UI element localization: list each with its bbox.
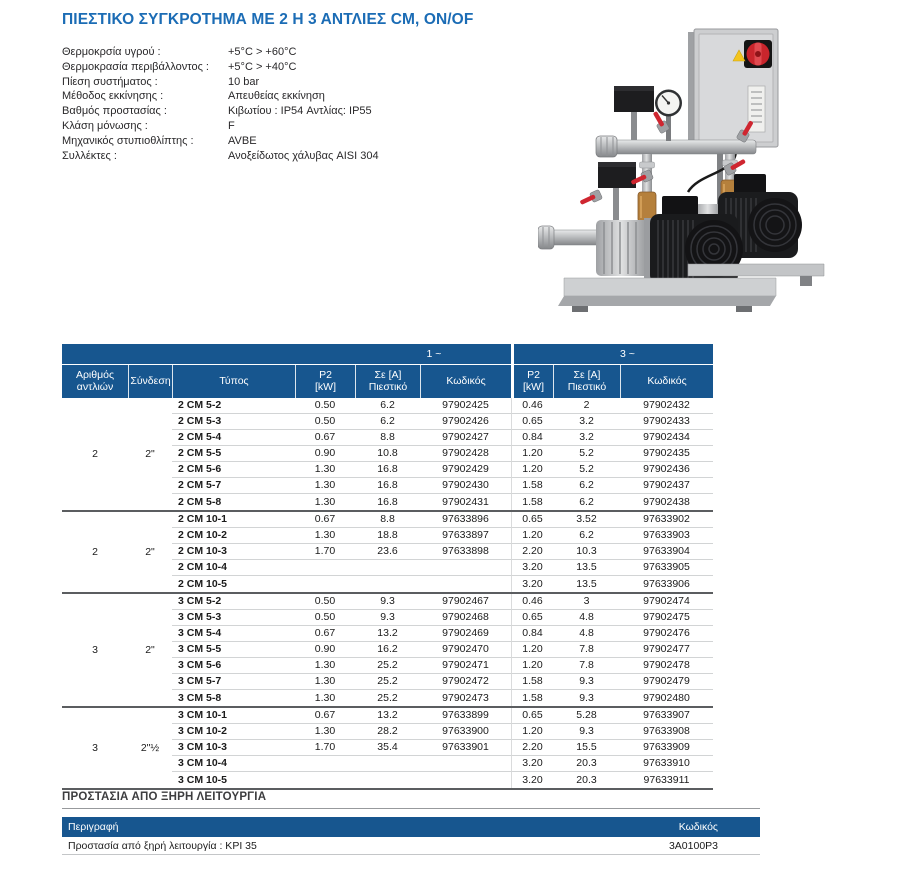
value-cell: 97633901: [420, 740, 511, 756]
value-cell: 97902477: [620, 642, 713, 658]
value-cell: 13.2: [355, 626, 420, 642]
value-cell: 3.2: [553, 414, 620, 430]
value-cell: 1.58: [511, 674, 553, 690]
type-cell: 3 CM 10-5: [178, 773, 228, 786]
value-cell: 97902468: [420, 610, 511, 626]
value-cell: 97902437: [620, 478, 713, 494]
value-cell: 25.2: [355, 674, 420, 690]
col-header-line: Πιεστικό: [567, 380, 607, 393]
value-cell: 1.70: [295, 740, 355, 756]
connection-cell: 2": [145, 644, 155, 656]
col-header-code: Κωδικός: [678, 821, 718, 833]
value-cell: 97902478: [620, 658, 713, 674]
col-header-line: P2: [527, 369, 540, 381]
value-cell: 97902480: [643, 691, 690, 704]
col-header-pumps: [62, 365, 128, 398]
value-cell: 5.2: [553, 446, 620, 462]
value-cell: 97902469: [420, 626, 511, 642]
spec-value: Απευθείας εκκίνηση: [228, 90, 325, 103]
value-cell: 97902470: [420, 642, 511, 658]
type-cell: 3 CM 10-2: [172, 724, 295, 740]
value-cell: 1.58: [511, 478, 553, 494]
value-cell: 97902432: [620, 398, 713, 414]
value-cell: 0.67: [295, 430, 355, 446]
type-cell: 2 CM 10-2: [172, 528, 295, 544]
spec-value: +5°C > +60°C: [228, 46, 297, 58]
phase-header-row: [62, 344, 713, 364]
type-cell: 2 CM 5-2: [172, 398, 295, 414]
value-cell: [295, 756, 355, 772]
dry-run-rows: [62, 837, 760, 855]
spec-row: [62, 45, 522, 60]
value-cell: 97633896: [420, 512, 511, 528]
spec-row: [62, 104, 522, 119]
divider: [62, 808, 760, 809]
table-group: [62, 592, 713, 706]
value-cell: 3.20: [511, 756, 553, 772]
value-cell: 97633902: [620, 512, 713, 528]
spec-row: [62, 134, 522, 149]
description-cell: Προστασία από ξηρή λειτουργία : KPI 35: [68, 839, 257, 852]
value-cell: 8.8: [355, 430, 420, 446]
value-cell: 6.2: [553, 528, 620, 544]
value-cell: 1.20: [511, 446, 553, 462]
spec-value: AVBE: [228, 134, 257, 147]
value-cell: 0.46: [511, 594, 553, 610]
value-cell: 97902425: [420, 398, 511, 414]
col-header-line: Κωδικός: [446, 374, 486, 387]
spec-label: Μηχανικός στυπιοθλίπτης :: [62, 134, 194, 147]
value-cell: 0.84: [511, 626, 553, 642]
value-cell: 1.20: [511, 462, 553, 478]
col-header-description: Περιγραφή: [68, 821, 119, 833]
value-cell: 23.6: [355, 544, 420, 560]
phase-3-header: [514, 344, 713, 364]
column-header-row: [62, 365, 713, 398]
value-cell: 6.2: [579, 495, 594, 508]
value-cell: [355, 772, 420, 788]
value-cell: 9.3: [355, 594, 420, 610]
value-cell: 97902427: [420, 430, 511, 446]
table-group: [62, 398, 713, 510]
pressure-switch: [598, 162, 636, 230]
phase-1-header: [62, 344, 511, 364]
pressure-switch: [614, 86, 654, 140]
type-cell: 3 CM 5-8: [178, 691, 222, 704]
spec-value: F: [228, 119, 235, 132]
value-cell: 97633897: [420, 528, 511, 544]
value-cell: [420, 560, 511, 576]
col-header-line: [kW]: [315, 380, 336, 393]
value-cell: 16.8: [355, 462, 420, 478]
value-cell: 3: [553, 594, 620, 610]
value-cell: 7.8: [553, 658, 620, 674]
value-cell: 0.65: [511, 708, 553, 724]
code-cell: 3A0100P3: [668, 839, 718, 852]
type-cell: 2 CM 10-5: [178, 577, 228, 590]
type-cell: 3 CM 10-1: [172, 708, 295, 724]
type-cell: 2 CM 5-6: [172, 462, 295, 478]
pumps-count-cell: 2: [92, 448, 98, 460]
spec-label: Θερμοκρασία περιβάλλοντος :: [62, 60, 209, 73]
spec-row: [62, 60, 522, 75]
value-cell: 9.3: [553, 674, 620, 690]
type-cell: 3 CM 5-6: [172, 658, 295, 674]
value-cell: 97633911: [643, 773, 690, 786]
value-cell: 97902428: [420, 446, 511, 462]
type-cell: 3 CM 10-4: [172, 756, 295, 772]
pumps-count-cell: 2: [92, 546, 98, 558]
value-cell: 1.30: [314, 495, 336, 508]
connection-cell: 2": [145, 546, 155, 558]
value-cell: [295, 576, 355, 592]
pumps-count-cell: 3: [92, 644, 98, 656]
value-cell: [355, 576, 420, 592]
col-header-p2-3ph: [511, 365, 553, 398]
value-cell: 10.8: [355, 446, 420, 462]
value-cell: 1.30: [295, 674, 355, 690]
spec-row: [62, 75, 522, 90]
phase-3-label: 3 ~: [620, 348, 635, 360]
value-cell: 97633906: [643, 577, 690, 590]
value-cell: 97633910: [620, 756, 713, 772]
type-cell: 2 CM 5-8: [178, 495, 222, 508]
value-cell: 0.50: [295, 414, 355, 430]
connection-cell: 2"½: [140, 742, 160, 754]
value-cell: 97633905: [620, 560, 713, 576]
col-header-line: Τύπος: [219, 374, 249, 387]
value-cell: 97633900: [420, 724, 511, 740]
value-cell: 2.20: [511, 544, 553, 560]
type-cell: 3 CM 5-4: [172, 626, 295, 642]
value-cell: 97902474: [620, 594, 713, 610]
page-title: ΠΙΕΣΤΙΚΟ ΣΥΓΚΡΟΤΗΜΑ ΜΕ 2 Η 3 ΑΝΤΛΙΕΣ CM, ON/OF: [62, 11, 474, 28]
value-cell: [420, 772, 511, 788]
value-cell: 3.20: [511, 560, 553, 576]
spec-value: Κιβωτίου : IP54 Αντλίας: IP55: [228, 105, 372, 118]
col-header-code-1ph: [420, 365, 511, 398]
value-cell: 0.67: [295, 512, 355, 528]
value-cell: 1.30: [314, 691, 336, 704]
col-header-line: Σε [A]: [374, 369, 402, 381]
value-cell: [420, 756, 511, 772]
value-cell: 1.30: [295, 478, 355, 494]
spec-value: +5°C > +40°C: [228, 60, 297, 73]
value-cell: 9.3: [553, 724, 620, 740]
value-cell: 1.30: [295, 528, 355, 544]
value-cell: 97902472: [420, 674, 511, 690]
spec-row: [62, 149, 522, 164]
table-group: [62, 706, 713, 788]
col-header-connection: [128, 365, 172, 398]
col-header-amps-1ph: [355, 365, 420, 398]
type-cell: 2 CM 5-5: [172, 446, 295, 462]
col-header-code-3ph: [620, 365, 713, 398]
value-cell: 16.8: [377, 495, 398, 508]
value-cell: 13.5: [576, 577, 597, 590]
spec-label: Βαθμός προστασίας :: [62, 105, 167, 118]
col-header-line: Πιεστικό: [368, 380, 408, 393]
type-cell: 2 CM 5-3: [172, 414, 295, 430]
value-cell: 0.50: [295, 594, 355, 610]
spec-list: [62, 45, 522, 163]
value-cell: 25.2: [355, 658, 420, 674]
col-header-line: Κωδικός: [647, 374, 687, 387]
type-cell: 2 CM 5-7: [172, 478, 295, 494]
value-cell: 16.2: [355, 642, 420, 658]
col-header-line: [kW]: [523, 380, 544, 393]
value-cell: 16.8: [355, 478, 420, 494]
col-header-line: P2: [319, 369, 332, 381]
spec-row: [62, 119, 522, 134]
value-cell: 6.2: [355, 414, 420, 430]
value-cell: 97902430: [420, 478, 511, 494]
dry-run-header-row: [62, 817, 760, 837]
value-cell: 20.3: [553, 756, 620, 772]
value-cell: [355, 756, 420, 772]
type-cell: 3 CM 10-3: [172, 740, 295, 756]
value-cell: [420, 576, 511, 592]
value-cell: 6.2: [553, 478, 620, 494]
value-cell: [295, 560, 355, 576]
col-header-line: Σε [A]: [573, 369, 601, 381]
value-cell: 97902434: [620, 430, 713, 446]
dry-run-section: [62, 791, 760, 855]
value-cell: 0.84: [511, 430, 553, 446]
value-cell: 0.67: [295, 708, 355, 724]
value-cell: 97633904: [620, 544, 713, 560]
value-cell: 0.65: [511, 610, 553, 626]
table-body: [62, 398, 713, 790]
value-cell: 0.46: [511, 398, 553, 414]
value-cell: 4.8: [553, 626, 620, 642]
type-cell: 3 CM 5-3: [172, 610, 295, 626]
value-cell: [355, 560, 420, 576]
value-cell: 9.3: [579, 691, 594, 704]
value-cell: 1.58: [511, 690, 553, 706]
value-cell: 4.8: [553, 610, 620, 626]
value-cell: 1.30: [295, 658, 355, 674]
connection-cell: 2": [145, 448, 155, 460]
value-cell: 18.8: [355, 528, 420, 544]
value-cell: 8.8: [355, 512, 420, 528]
type-cell: 2 CM 5-4: [172, 430, 295, 446]
value-cell: 97902429: [420, 462, 511, 478]
value-cell: 0.65: [511, 512, 553, 528]
rotary-switch-icon: [744, 40, 772, 68]
value-cell: 5.2: [553, 462, 620, 478]
type-cell: 2 CM 10-1: [172, 512, 295, 528]
value-cell: 6.2: [355, 398, 420, 414]
value-cell: 97633909: [620, 740, 713, 756]
col-header-amps-3ph: [553, 365, 620, 398]
value-cell: 25.2: [377, 691, 398, 704]
type-cell: 3 CM 5-7: [172, 674, 295, 690]
pump-table: [62, 344, 713, 790]
value-cell: 97902476: [620, 626, 713, 642]
value-cell: 0.50: [295, 398, 355, 414]
col-header-line: Αριθμός: [75, 369, 115, 381]
value-cell: [295, 772, 355, 788]
spec-value: 10 bar: [228, 75, 260, 88]
value-cell: 1.20: [511, 642, 553, 658]
value-cell: 28.2: [355, 724, 420, 740]
value-cell: 1.20: [511, 658, 553, 674]
value-cell: 97902479: [620, 674, 713, 690]
value-cell: 3.2: [553, 430, 620, 446]
pumps-count-cell: 3: [92, 742, 98, 754]
value-cell: 97902431: [442, 495, 489, 508]
value-cell: 97902467: [420, 594, 511, 610]
value-cell: 1.70: [295, 544, 355, 560]
value-cell: 97902438: [643, 495, 690, 508]
value-cell: 10.3: [553, 544, 620, 560]
col-header-type: [172, 365, 295, 398]
value-cell: 2.20: [511, 740, 553, 756]
product-image: [538, 24, 868, 316]
value-cell: 1.30: [295, 724, 355, 740]
value-cell: 97633899: [420, 708, 511, 724]
value-cell: 97633903: [620, 528, 713, 544]
spec-label: Θερμοκρσία υγρού :: [62, 46, 161, 58]
phase-1-label: 1 ~: [426, 348, 442, 360]
value-cell: 3.52: [553, 512, 620, 528]
value-cell: 97902473: [442, 691, 489, 704]
value-cell: 0.90: [295, 446, 355, 462]
value-cell: 97633908: [620, 724, 713, 740]
value-cell: 1.20: [511, 724, 553, 740]
value-cell: 97902436: [620, 462, 713, 478]
spec-label: Κλάση μόνωσης :: [62, 119, 148, 132]
section-heading: ΠΡΟΣΤΑΣΙΑ ΑΠΟ ΞΗΡΗ ΛΕΙΤΟΥΡΓΙΑ: [62, 791, 267, 803]
value-cell: 2: [553, 398, 620, 414]
type-cell: 2 CM 10-4: [172, 560, 295, 576]
value-cell: 97902426: [420, 414, 511, 430]
value-cell: 9.3: [355, 610, 420, 626]
value-cell: 3.20: [511, 772, 553, 788]
value-cell: 3.20: [511, 576, 553, 592]
spec-value: Ανοξείδωτος χάλυβας AISI 304: [228, 149, 379, 162]
spec-label: Πίεση συστήματος :: [62, 75, 158, 88]
value-cell: 1.58: [511, 494, 553, 510]
value-cell: 13.2: [355, 708, 420, 724]
spec-label: Μέθοδος εκκίνησης :: [62, 90, 164, 103]
value-cell: 0.65: [511, 414, 553, 430]
value-cell: 0.67: [295, 626, 355, 642]
spec-label: Συλλέκτες :: [62, 149, 117, 162]
value-cell: 13.5: [553, 560, 620, 576]
value-cell: 97633907: [620, 708, 713, 724]
value-cell: 20.3: [576, 773, 597, 786]
value-cell: 97902475: [620, 610, 713, 626]
value-cell: 0.90: [295, 642, 355, 658]
col-header-p2-1ph: [295, 365, 355, 398]
value-cell: 97633898: [420, 544, 511, 560]
dry-run-row: [62, 837, 760, 855]
value-cell: 15.5: [553, 740, 620, 756]
value-cell: 7.8: [553, 642, 620, 658]
value-cell: 5.28: [553, 708, 620, 724]
type-cell: 2 CM 10-3: [172, 544, 295, 560]
value-cell: 1.30: [295, 462, 355, 478]
value-cell: 0.50: [295, 610, 355, 626]
value-cell: 97902471: [420, 658, 511, 674]
spec-row: [62, 89, 522, 104]
value-cell: 35.4: [355, 740, 420, 756]
value-cell: 1.20: [511, 528, 553, 544]
value-cell: 97902435: [620, 446, 713, 462]
value-cell: 97902433: [620, 414, 713, 430]
type-cell: 3 CM 5-2: [172, 594, 295, 610]
col-header-line: Σύνδεση: [130, 374, 171, 387]
type-cell: 3 CM 5-5: [172, 642, 295, 658]
col-header-line: αντλιών: [76, 380, 114, 393]
table-group: [62, 510, 713, 592]
